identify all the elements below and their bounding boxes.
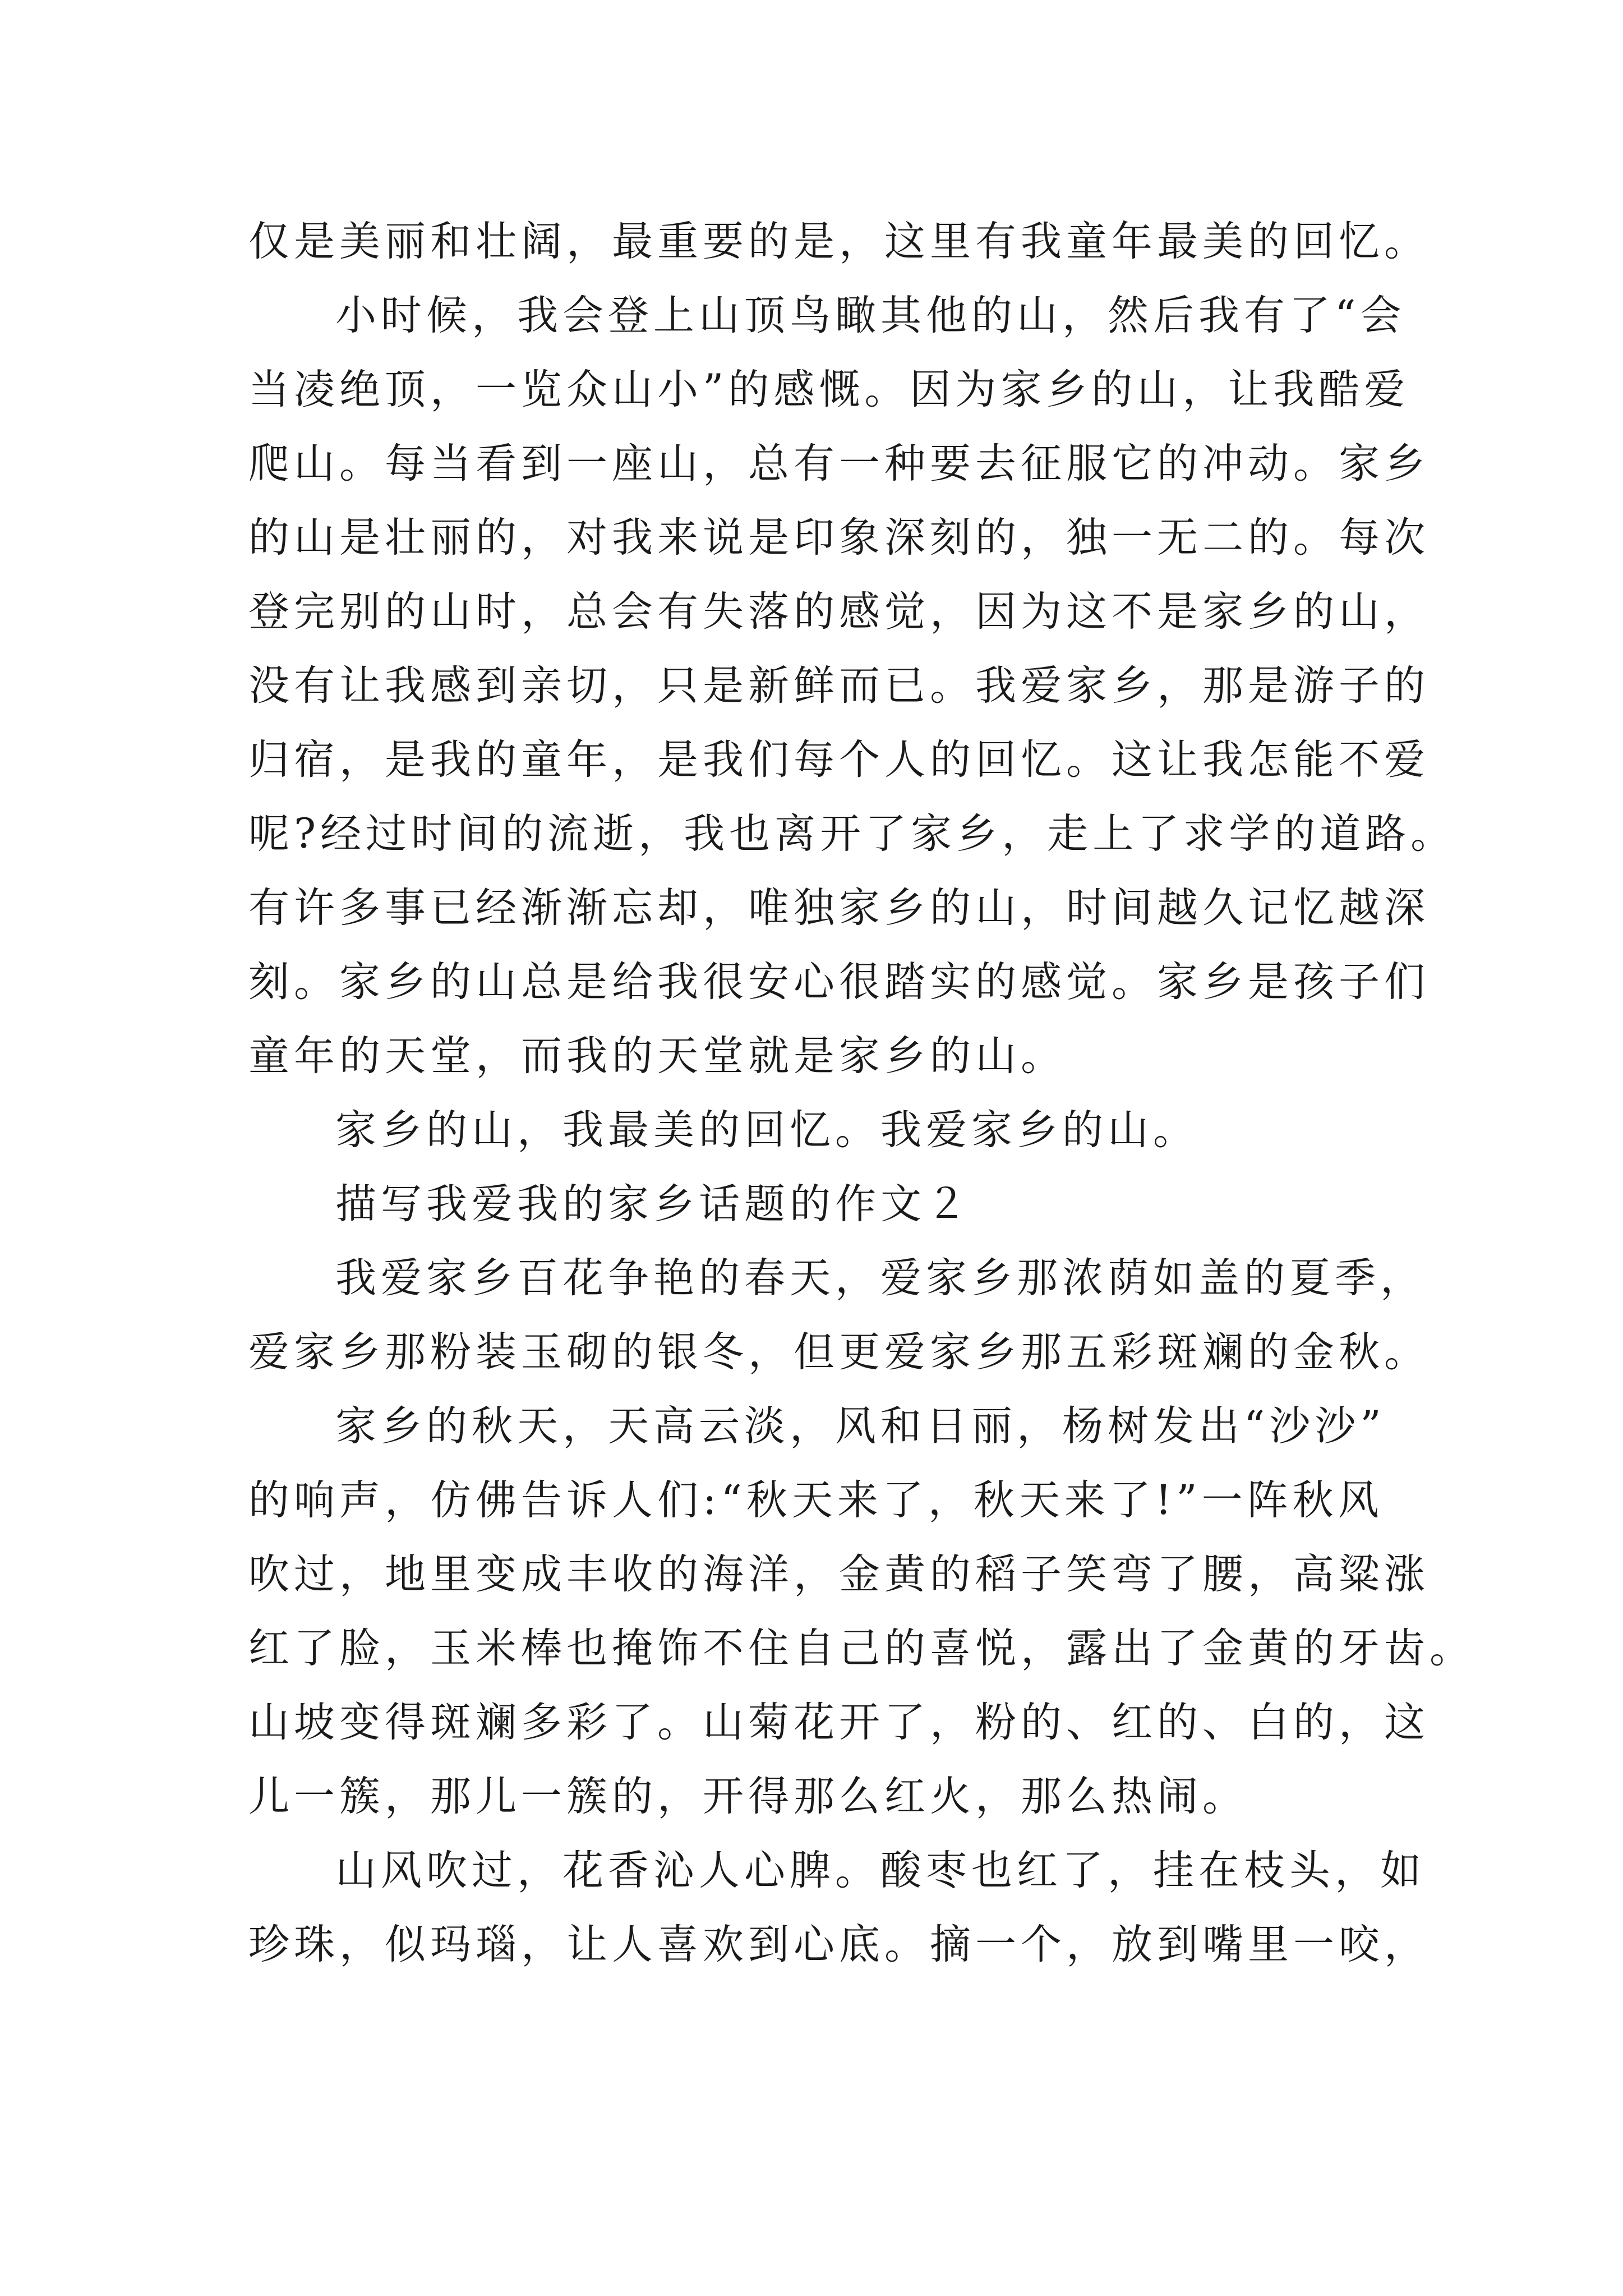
text-line: 红了脸，玉米棒也掩饰不住自己的喜悦，露出了金黄的牙齿。 [248, 1625, 1475, 1672]
text-line: 刻。家乡的山总是给我很安心很踏实的感觉。家乡是孩子们 [248, 958, 1430, 1006]
text-line: 爬山。每当看到一座山，总有一种要去征服它的冲动。家乡 [248, 440, 1430, 487]
text-line: 仅是美丽和壮阔，最重要的是，这里有我童年最美的回忆。 [248, 218, 1430, 265]
text-line: 山坡变得斑斓多彩了。山菊花开了，粉的、红的、白的，这 [248, 1699, 1430, 1746]
text-line: 儿一簇，那儿一簇的，开得那么红火，那么热闹。 [248, 1773, 1248, 1820]
text-line: 的响声，仿佛告诉人们:“秋天来了，秋天来了!”一阵秋风 [248, 1476, 1384, 1524]
text-line: 童年的天堂，而我的天堂就是家乡的山。 [248, 1032, 1066, 1080]
paragraph-start-line: 我爱家乡百花争艳的春天，爱家乡那浓荫如盖的夏季， [335, 1254, 1426, 1302]
text-line: 珍珠，似玛瑙，让人喜欢到心底。摘一个，放到嘴里一咬， [248, 1921, 1430, 1968]
paragraph-start-line: 山风吹过，花香沁人心脾。酸枣也红了，挂在枝头，如 [335, 1847, 1426, 1894]
essay-subtitle: 描写我爱我的家乡话题的作文２ [335, 1180, 971, 1228]
text-line: 的山是壮丽的，对我来说是印象深刻的，独一无二的。每次 [248, 514, 1430, 562]
text-line: 登完别的山时，总会有失落的感觉，因为这不是家乡的山， [248, 588, 1430, 636]
text-line: 没有让我感到亲切，只是新鲜而已。我爱家乡，那是游子的 [248, 662, 1430, 710]
essay-body [248, 205, 1475, 1982]
text-line: 归宿，是我的童年，是我们每个人的回忆。这让我怎能不爱 [248, 736, 1430, 784]
text-line: 当凌绝顶，一览众山小”的感慨。因为家乡的山，让我酷爱 [248, 366, 1410, 413]
paragraph-start-line: 家乡的山，我最美的回忆。我爱家乡的山。 [335, 1106, 1198, 1154]
text-line: 吹过，地里变成丰收的海洋，金黄的稻子笑弯了腰，高粱涨 [248, 1550, 1430, 1598]
paragraph-start-line: 家乡的秋天，天高云淡，风和日丽，杨树发出“沙沙” [335, 1402, 1386, 1450]
text-line: 有许多事已经渐渐忘却，唯独家乡的山，时间越久记忆越深 [248, 884, 1430, 932]
paragraph-start-line: 小时候，我会登上山顶鸟瞰其他的山，然后我有了“会 [335, 292, 1406, 339]
text-line: 呢?经过时间的流逝，我也离开了家乡，走上了求学的道路。 [248, 810, 1456, 858]
text-line: 爱家乡那粉装玉砌的银冬，但更爱家乡那五彩斑斓的金秋。 [248, 1328, 1430, 1376]
